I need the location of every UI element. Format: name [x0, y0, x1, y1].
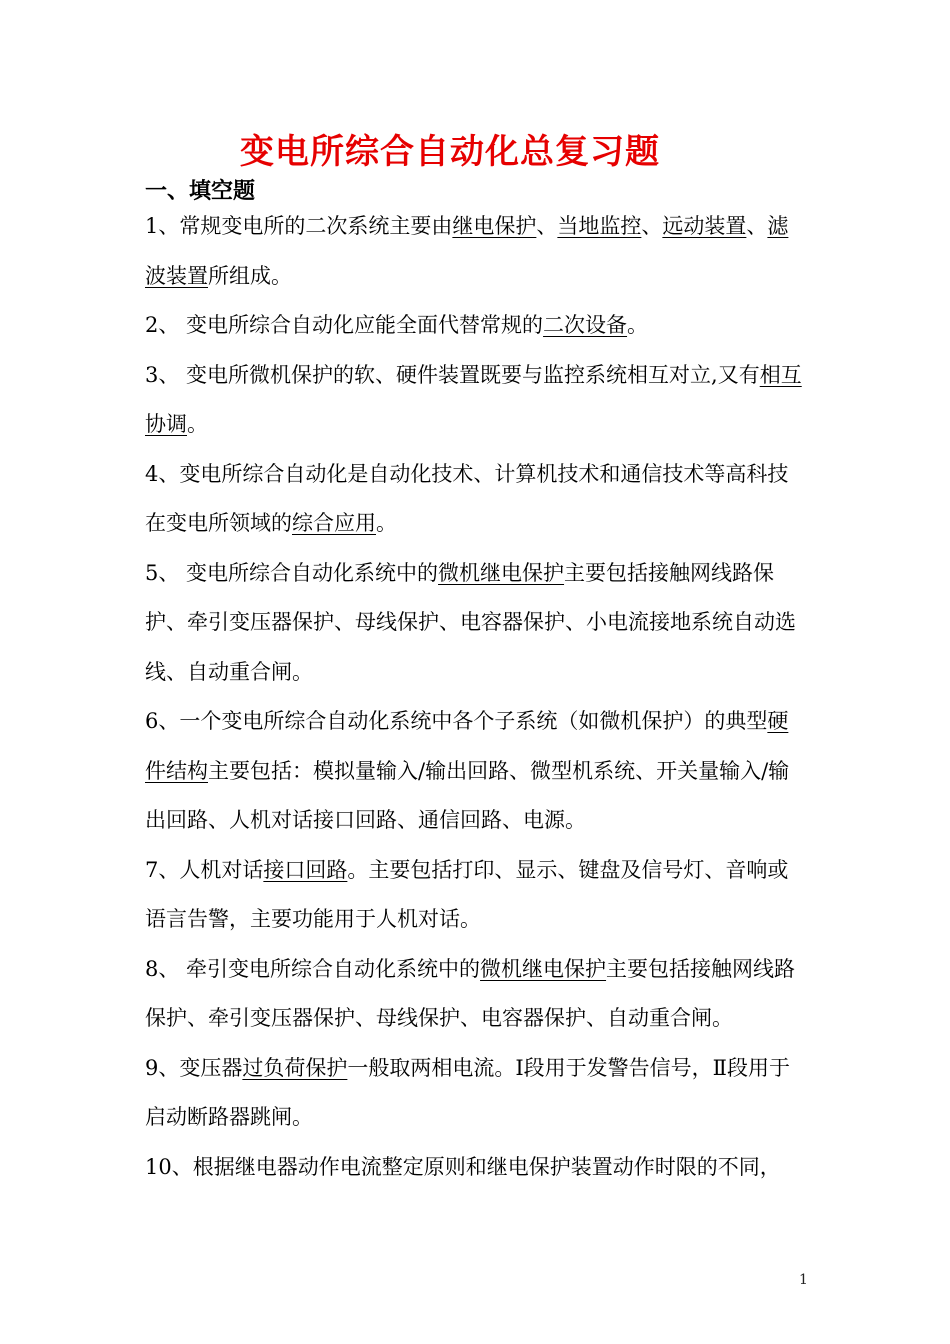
question-text: 1、常规变电所的二次系统主要由 — [145, 214, 453, 238]
question-item — [145, 1044, 809, 1143]
question-list — [145, 202, 809, 1192]
question-text: 4、变电所综合自动化是自动化技术、计算机技术和通信技术等高科技在变电所领域的 — [145, 461, 789, 535]
question-item — [145, 846, 809, 945]
answer-blank: 当地监控 — [557, 214, 642, 238]
question-item — [145, 945, 809, 1044]
question-text: 6、一个变电所综合自动化系统中各个子系统（如微机保护）的典型 — [145, 709, 768, 733]
answer-blank: 硬件结构 — [145, 709, 789, 783]
question-text: 3、 变电所微机保护的软、硬件装置既要与监控系统相互对立,又有 — [145, 362, 760, 387]
answer-blank: 接口回路 — [263, 857, 348, 882]
answer-blank: 远动装置 — [662, 214, 747, 238]
question-item — [145, 1143, 809, 1193]
answer-blank: 二次设备 — [543, 313, 628, 337]
question-text: 10、根据继电器动作电流整定原则和继电保护装置动作时限的不同， — [145, 1154, 781, 1179]
answer-blank: 相互协调 — [145, 362, 802, 436]
answer-blank: 微机继电保护 — [480, 956, 607, 981]
answer-blank: 过负荷保护 — [242, 1055, 348, 1080]
question-text: 。 — [187, 412, 208, 436]
question-text: 8、 牵引变电所综合自动化系统中的 — [145, 956, 481, 981]
question-text: 、 — [746, 214, 768, 238]
question-text: 7、人机对话 — [145, 857, 264, 882]
answer-blank: 滤波装置 — [145, 214, 789, 288]
section-heading: 一、填空题 — [145, 179, 256, 204]
question-text: 5、 变电所综合自动化系统中的 — [145, 560, 439, 585]
question-text: 2、 变电所综合自动化应能全面代替常规的 — [145, 313, 544, 337]
page-number: 1 — [799, 1272, 808, 1288]
question-text: 、 — [536, 214, 558, 238]
question-text: 、 — [641, 214, 663, 238]
answer-blank: 继电保护 — [452, 214, 537, 238]
answer-blank: 综合应用 — [292, 511, 376, 535]
question-item — [145, 351, 809, 450]
question-item — [145, 697, 809, 846]
question-item — [145, 549, 809, 698]
question-text: 。 — [376, 511, 397, 535]
question-text: 9、变压器 — [145, 1055, 243, 1080]
answer-blank: 微机继电保护 — [438, 560, 565, 585]
question-text: 所组成。 — [208, 263, 292, 288]
question-text: 。主要包括打印、显示、键盘及信号灯、音响或语言告警，主要功能用于人机对话。 — [145, 857, 789, 931]
question-item — [145, 450, 809, 549]
question-text: 主要包括接触网线路保护、牵引变压器保护、母线保护、电容器保护、小电流接地系统自动选线、自动重合闸。 — [145, 560, 796, 684]
question-text: 。 — [627, 313, 649, 337]
question-item — [145, 301, 809, 351]
question-text: 主要包括：模拟量输入/输出回路、微型机系统、开关量输入/输出回路、人机对话接口回路、通信回路、电源。 — [145, 758, 790, 832]
page-title: 变电所综合自动化总复习题 — [240, 132, 660, 172]
question-text: 主要包括接触网线路保护、牵引变压器保护、母线保护、电容器保护、自动重合闸。 — [145, 956, 796, 1030]
question-text: 一般取两相电流。Ⅰ段用于发警告信号，Ⅱ段用于启动断路器跳闸。 — [145, 1055, 790, 1129]
question-item — [145, 202, 809, 301]
